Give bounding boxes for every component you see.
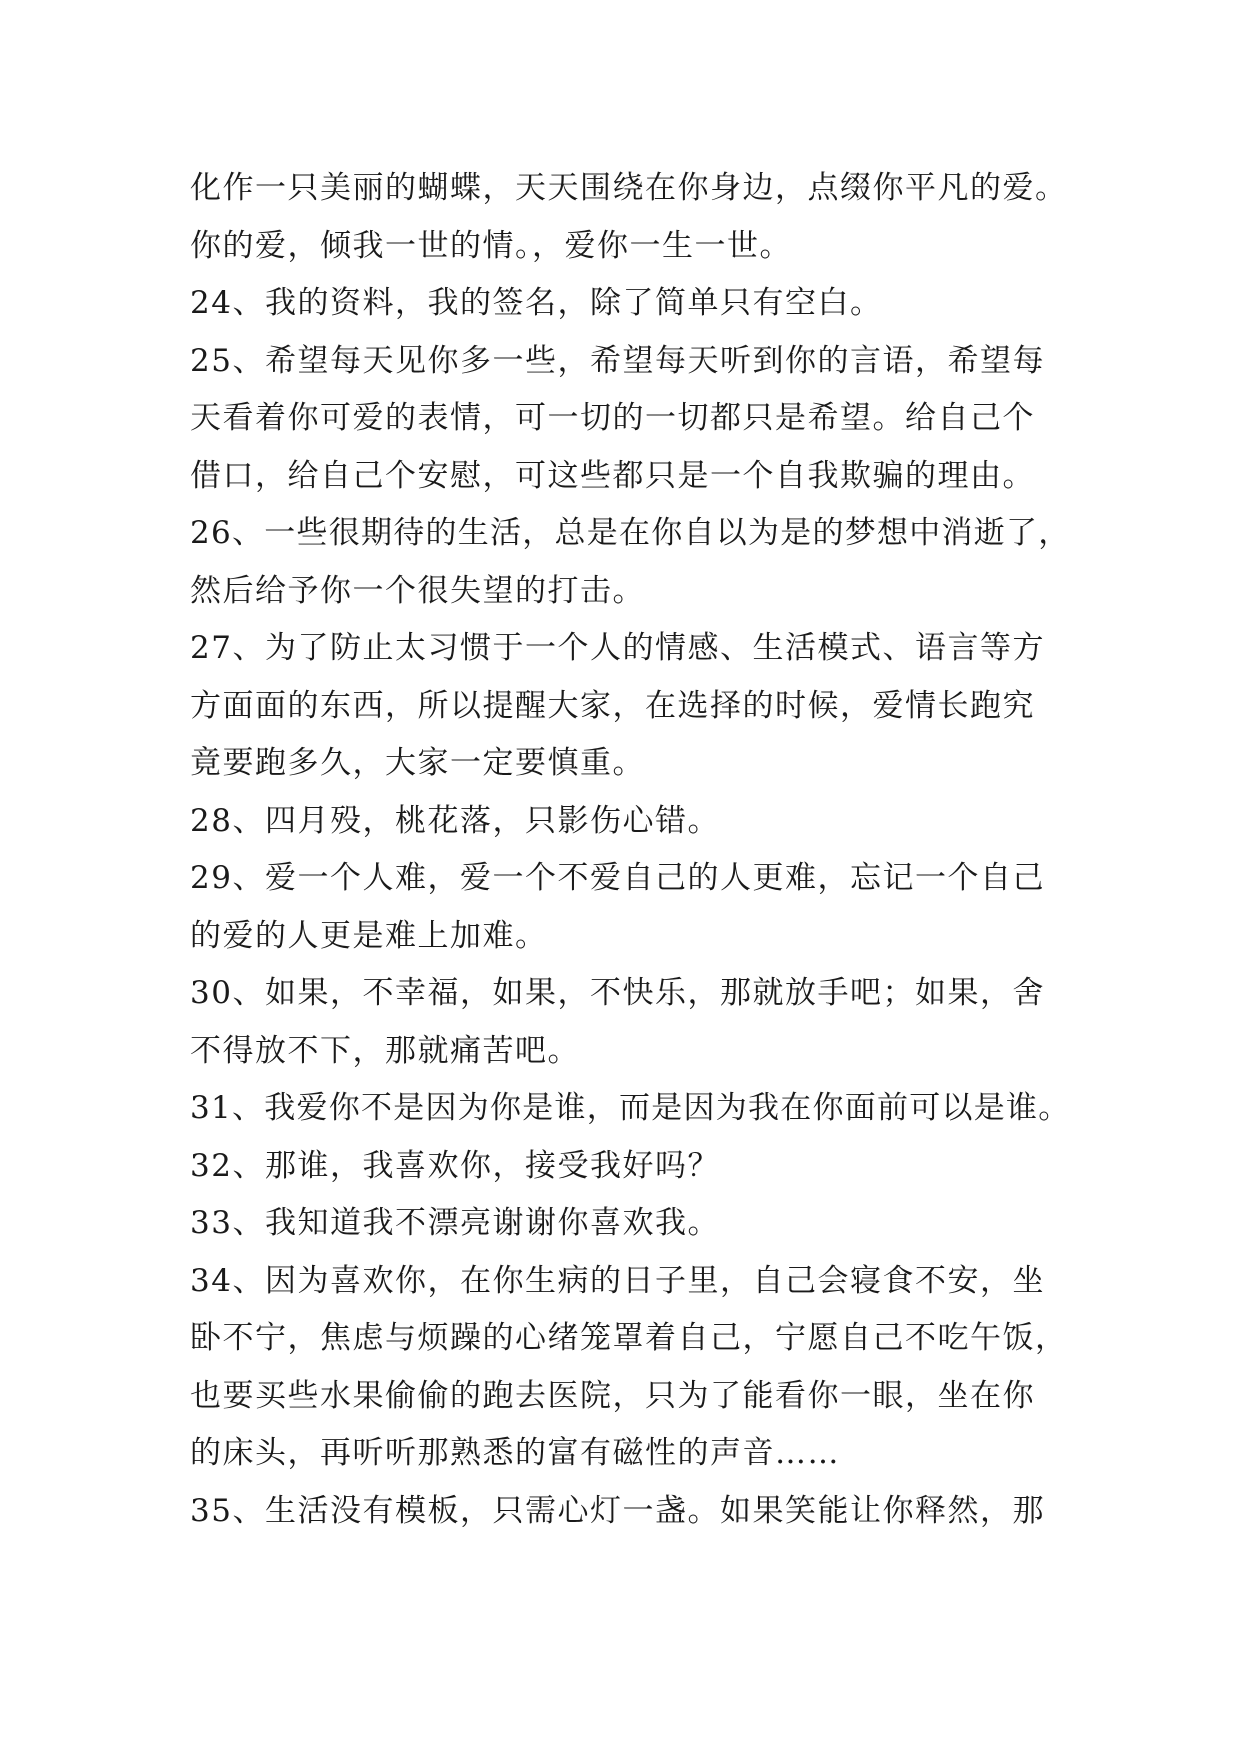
text-line: 天看着你可爱的表情，可一切的一切都只是希望。给自己个 [190, 400, 1035, 436]
text-line: 31、我爱你不是因为你是谁，而是因为我在你面前可以是谁。 [190, 1090, 1071, 1126]
text-line: 化作一只美丽的蝴蝶，天天围绕在你身边，点缀你平凡的爱。 [190, 170, 1068, 206]
text-line: 卧不宁，焦虑与烦躁的心绪笼罩着自己，宁愿自己不吃午饭， [190, 1320, 1068, 1356]
text-line: 你的爱，倾我一世的情。，爱你一生一世。 [190, 227, 792, 264]
text-line: 30、如果，不幸福，如果，不快乐，那就放手吧；如果，舍 [190, 975, 1045, 1011]
text-line: 不得放不下，那就痛苦吧。 [190, 1032, 580, 1069]
text-line: 29、爱一个人难，爱一个不爱自己的人更难，忘记一个自己 [190, 860, 1045, 896]
text-line: 也要买些水果偷偷的跑去医院，只为了能看你一眼，坐在你 [190, 1377, 1035, 1414]
text-line: 28、四月殁，桃花落，只影伤心错。 [190, 802, 720, 839]
text-line: 33、我知道我不漂亮谢谢你喜欢我。 [190, 1205, 720, 1241]
text-line: 的床头，再听听那熟悉的富有磁性的声音…… [190, 1435, 840, 1471]
text-line: 26、一些很期待的生活，总是在你自以为是的梦想中消逝了， [190, 515, 1071, 551]
text-line: 方面面的东西，所以提醒大家，在选择的时候，爱情长跑究 [190, 687, 1035, 724]
text-line: 27、为了防止太习惯于一个人的情感、生活模式、语言等方 [190, 630, 1045, 666]
text-line: 竟要跑多久，大家一定要慎重。 [190, 745, 645, 781]
text-line: 34、因为喜欢你，在你生病的日子里，自己会寝食不安，坐 [190, 1262, 1045, 1299]
body-text [190, 160, 1070, 1540]
text-line: 然后给予你一个很失望的打击。 [190, 572, 645, 609]
text-line: 24、我的资料，我的签名，除了简单只有空白。 [190, 285, 883, 321]
text-line: 的爱的人更是难上加难。 [190, 917, 548, 954]
text-line: 32、那谁，我喜欢你，接受我好吗？ [190, 1147, 720, 1184]
text-line: 35、生活没有模板，只需心灯一盏。如果笑能让你释然，那 [190, 1492, 1045, 1529]
text-line: 借口，给自己个安慰，可这些都只是一个自我欺骗的理由。 [190, 457, 1035, 494]
text-line: 25、希望每天见你多一些，希望每天听到你的言语，希望每 [190, 342, 1045, 379]
